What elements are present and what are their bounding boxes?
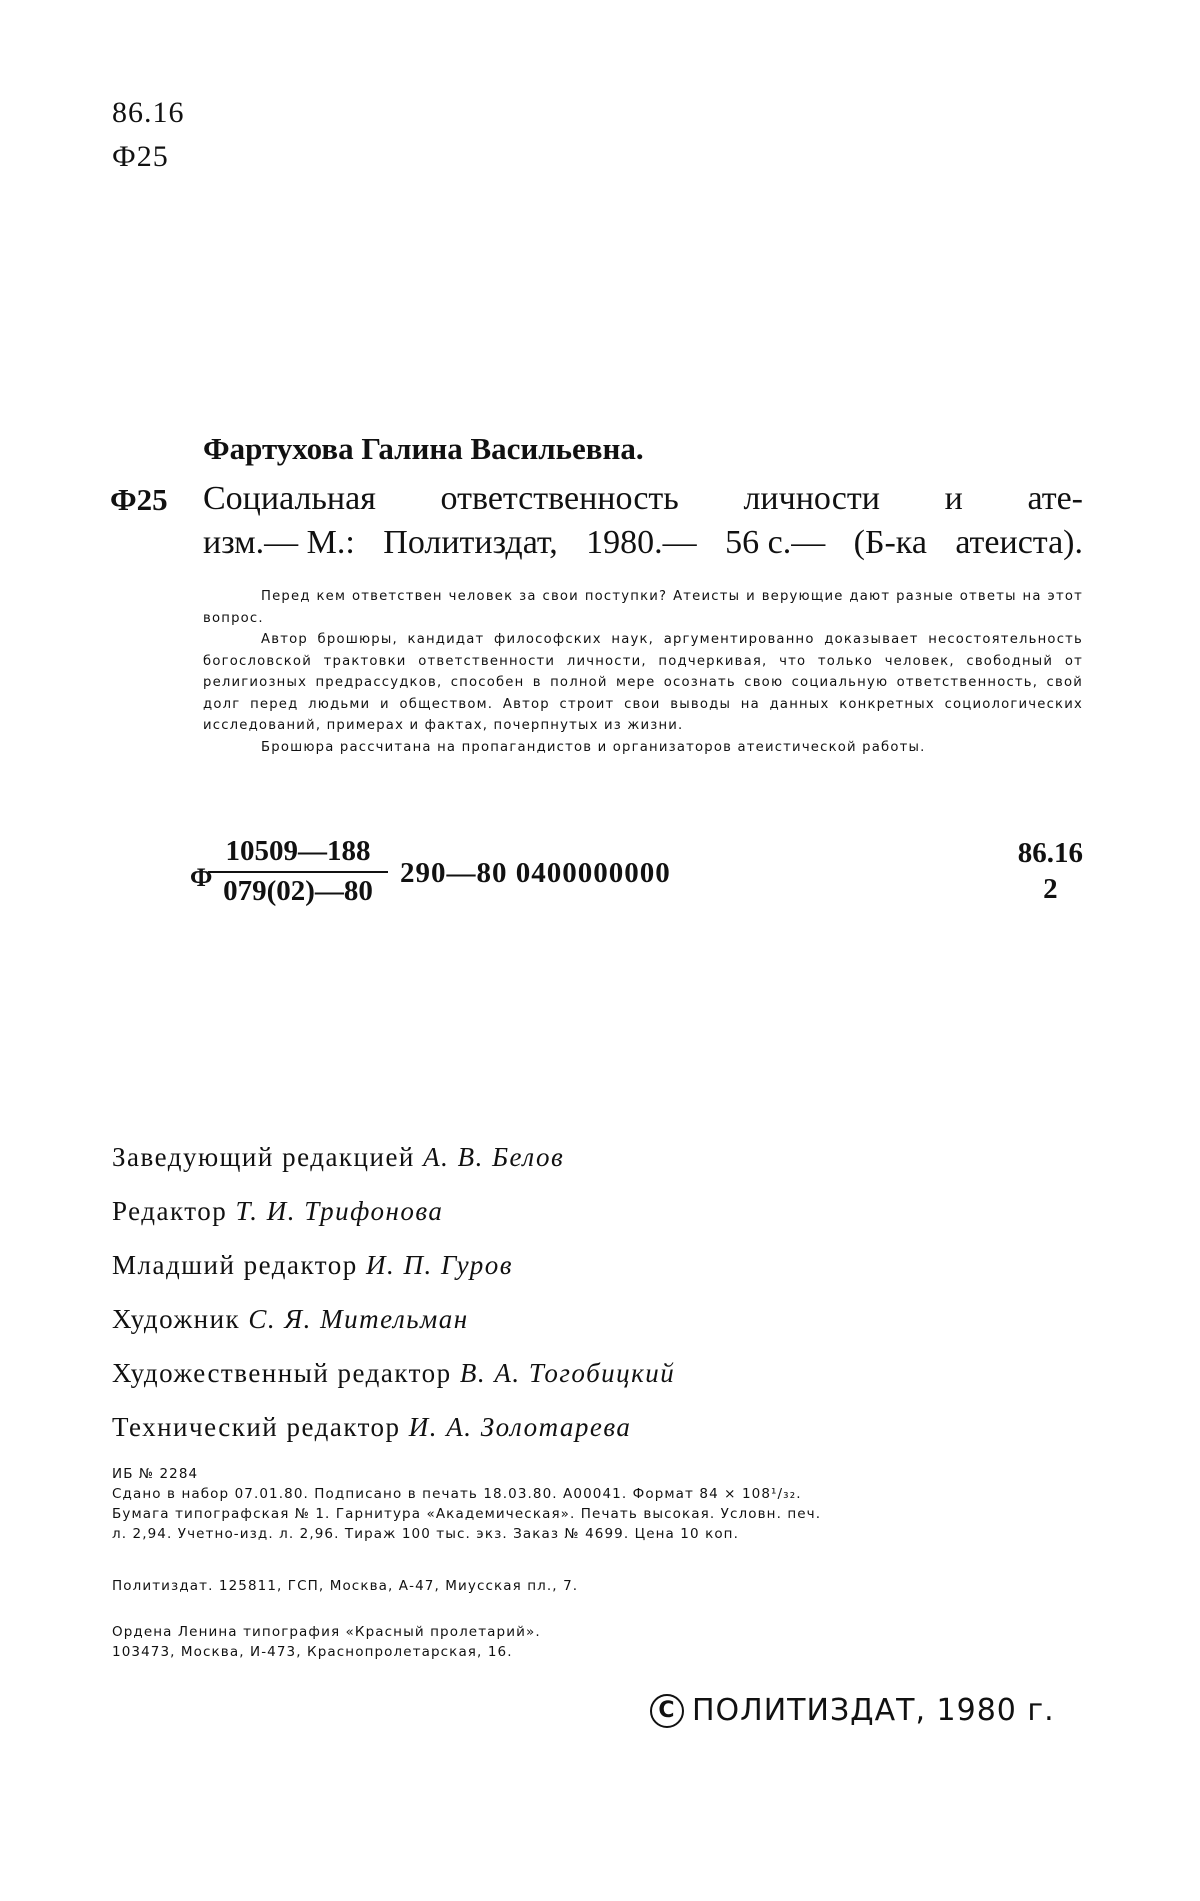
credit-line xyxy=(112,1142,564,1173)
code-right-bottom: 2 xyxy=(1043,873,1058,905)
annotation-paragraph: Брошюра рассчитана на пропагандистов и организаторов атеистической работы. xyxy=(261,739,926,755)
credit-person: Т. И. Трифонова xyxy=(235,1196,444,1226)
code-rest: 290—80 0400000000 xyxy=(400,857,671,889)
annotation xyxy=(203,586,1083,758)
code-prefix: Ф xyxy=(190,863,213,892)
code-denominator: 079(02)—80 xyxy=(208,871,388,908)
credit-person: А. В. Белов xyxy=(423,1142,565,1172)
credit-line xyxy=(112,1196,443,1227)
credit-role: Художник xyxy=(112,1304,241,1334)
code-numerator: 10509—188 xyxy=(225,835,371,867)
index-mark: Ф25 xyxy=(110,482,168,517)
copyright xyxy=(650,1693,1055,1728)
imprint-line: л. 2,94. Учетно-изд. л. 2,96. Тираж 100 тыс. экз. Заказ № 4699. Цена 10 коп. xyxy=(112,1526,740,1542)
code-right xyxy=(1018,835,1083,907)
imprint-printer xyxy=(112,1622,1072,1662)
publishing-code xyxy=(190,835,1083,915)
title-word: Политиздат, xyxy=(383,524,558,561)
credit-person: С. Я. Мительман xyxy=(248,1304,469,1334)
credit-line xyxy=(112,1358,675,1389)
credit-person: В. А. Тогобицкий xyxy=(459,1358,676,1388)
author-name: Фартухова Галина Васильевна. xyxy=(203,431,644,466)
code-fraction xyxy=(208,835,388,908)
credit-role: Редактор xyxy=(112,1196,228,1226)
title-word: 56 с.— xyxy=(725,524,826,561)
imprint-printer-line: Ордена Ленина типография «Красный пролетарий». xyxy=(112,1624,541,1640)
credit-person: И. П. Гуров xyxy=(365,1250,513,1280)
title-line-1: Социальная ответственность личности и ате- xyxy=(203,480,1083,517)
imprint-printer-line: 103473, Москва, И-473, Краснопролетарская, 16. xyxy=(112,1644,513,1660)
credit-role: Технический редактор xyxy=(112,1412,401,1442)
annotation-paragraph: Автор брошюры, кандидат философских наук, аргументированно доказывает несостоятельность богословской трактовки ответственности личности, подчеркивая, что только человек, свободный от религиозных предрассудков, способен в полной мере осознать свою социальную ответственность, свой долг перед людьми и обществом. Автор строит свои выводы на данных конкретных социологических исследований, примерах и фактах, почерпнутых из жизни. xyxy=(203,632,1083,733)
imprint-publisher: Политиздат. 125811, ГСП, Москва, А-47, Миусская пл., 7. xyxy=(112,1578,579,1594)
imprint-ib: ИБ № 2284 xyxy=(112,1466,199,1482)
copyright-icon: C xyxy=(650,1694,684,1728)
title-word: изм.— М.: xyxy=(203,524,355,561)
credit-role: Заведующий редакцией xyxy=(112,1142,415,1172)
title-word: атеиста). xyxy=(955,524,1083,561)
copyright-text: ПОЛИТИЗДАТ, 1980 г. xyxy=(692,1693,1055,1728)
code-right-top: 86.16 xyxy=(1017,837,1083,869)
title-word: 1980.— xyxy=(586,524,697,561)
credit-line xyxy=(112,1250,513,1281)
title-line-2 xyxy=(203,521,1083,565)
credit-person: И. А. Золотарева xyxy=(408,1412,632,1442)
credit-line xyxy=(112,1412,631,1443)
udc-code: 86.16 xyxy=(112,96,185,129)
author-mark: Ф25 xyxy=(112,140,169,173)
credit-line xyxy=(112,1304,469,1335)
imprint-line: Бумага типографская № 1. Гарнитура «Академическая». Печать высокая. Условн. печ. xyxy=(112,1506,822,1522)
imprint-technical xyxy=(112,1464,1072,1544)
title-word: (Б-ка xyxy=(853,524,927,561)
credit-role: Художественный редактор xyxy=(112,1358,452,1388)
annotation-paragraph: Перед кем ответствен человек за свои поступки? Атеисты и верующие дают разные ответы на этот вопрос. xyxy=(203,589,1083,626)
credit-role: Младший редактор xyxy=(112,1250,358,1280)
imprint-line: Сдано в набор 07.01.80. Подписано в печать 18.03.80. А00041. Формат 84 × 108¹/₃₂. xyxy=(112,1486,802,1502)
